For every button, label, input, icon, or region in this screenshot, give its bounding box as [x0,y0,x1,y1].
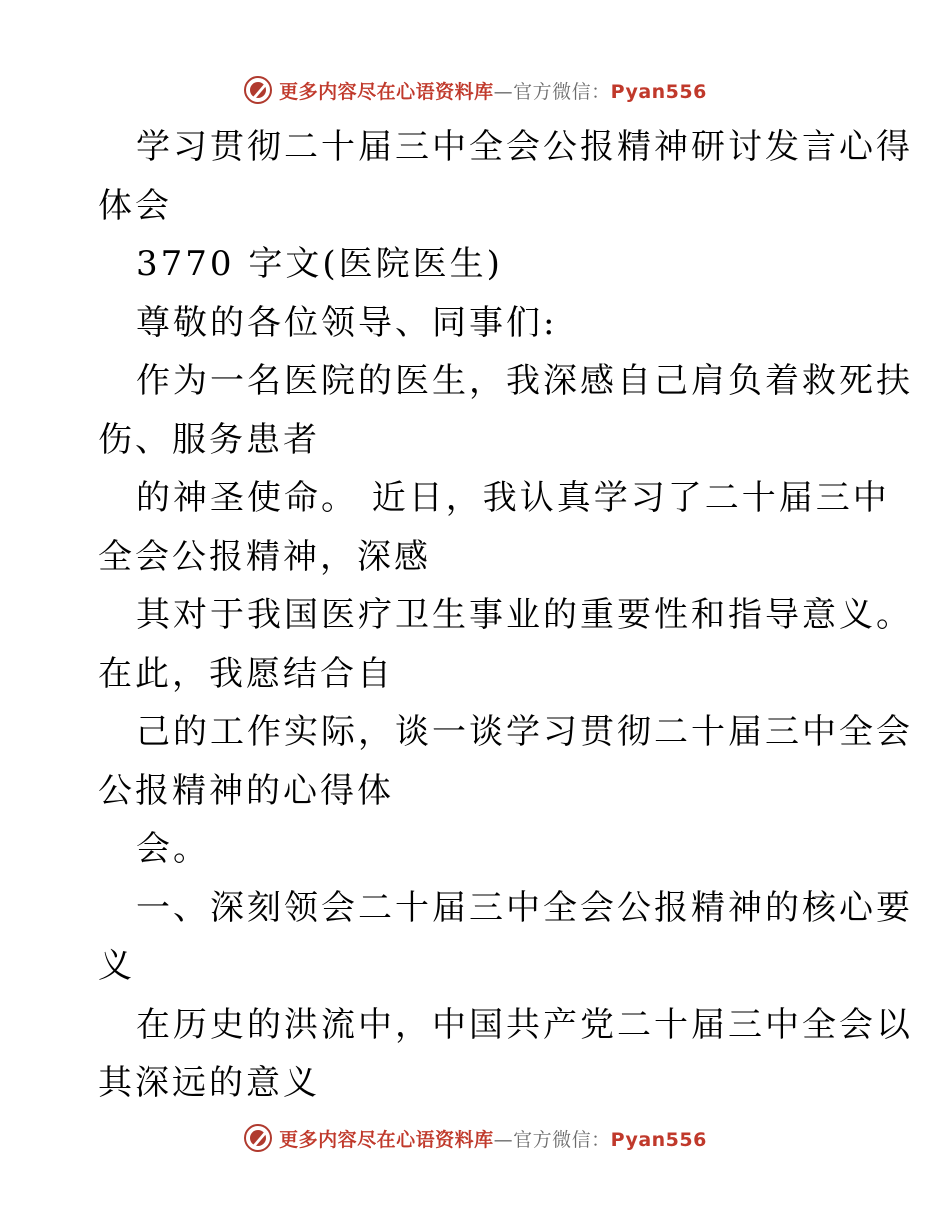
text-line: 在历史的洪流中，中国共产党二十届三中全会以 [136,1004,913,1045]
text-line: 作为一名医院的医生，我深感自己肩负着救死扶 [136,361,913,401]
text-line: 公报精神的心得体 [98,770,394,811]
section-heading: 一、深刻领会二十届三中全会公报精神的核心要 [136,887,913,928]
watermark-text: 更多内容尽在心语资料库—官方微信：Pyan556 [279,80,707,103]
pen-logo-icon [243,75,273,105]
header-watermark [0,70,950,110]
text-line: 己的工作实际，谈一谈学习贯彻二十届三中全会 [136,712,913,752]
pen-logo-icon [243,1123,273,1153]
text-line: 其深远的意义 [98,1063,320,1103]
text-line: 全会公报精神，深感 [98,536,431,577]
text-line: 会。 [136,829,210,869]
text-line: 的神圣使命。 近日，我认真学习了二十届三中 [136,478,890,518]
footer-watermark [0,1118,950,1158]
watermark-text: 更多内容尽在心语资料库—官方微信：Pyan556 [279,1128,707,1151]
text-line: 尊敬的各位领导、同事们: [136,302,558,343]
text-line: 3770 字文(医院医生) [136,244,503,284]
text-line: 伤、服务患者 [98,419,320,460]
text-line: 在此，我愿结合自 [98,653,394,694]
text-line: 学习贯彻二十届三中全会公报精神研讨发言心得 [136,127,913,167]
document-body [98,118,913,1113]
text-line: 体会 [98,185,172,226]
section-heading-continued: 义 [98,946,135,986]
text-line: 其对于我国医疗卫生事业的重要性和指导意义。 [136,595,913,635]
